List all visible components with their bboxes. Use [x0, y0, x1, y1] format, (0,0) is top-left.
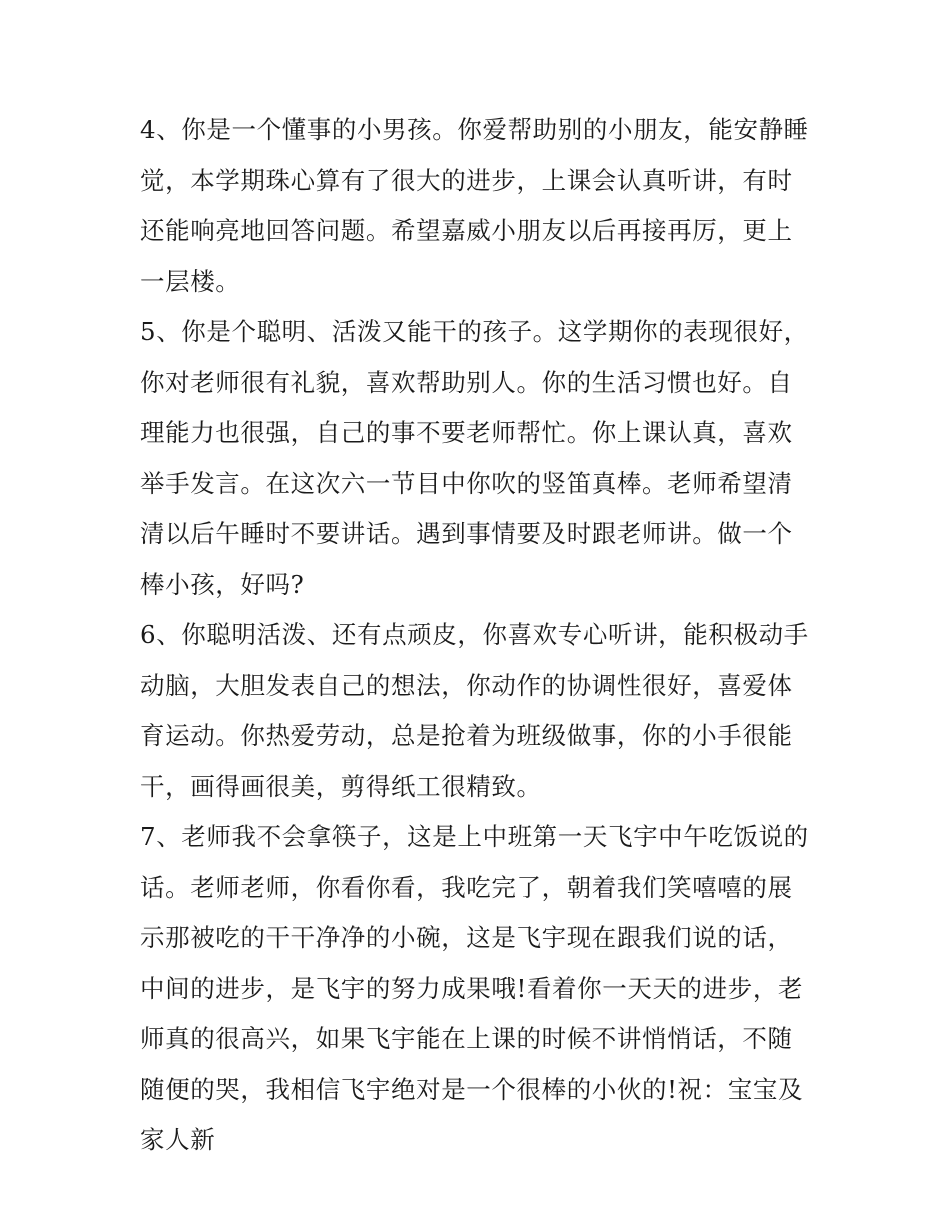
paragraph-4: 4、你是一个懂事的小男孩。你爱帮助别的小朋友，能安静睡觉，本学期珠心算有了很大的进步，上课会认真听讲，有时还能响亮地回答问题。希望嘉威小朋友以后再接再厉，更上一层楼。 — [140, 115, 809, 296]
document-body — [140, 105, 815, 1166]
paragraph-7: 7、老师我不会拿筷子，这是上中班第一天飞宇中午吃饭说的话。老师老师，你看你看，我吃完了，朝着我们笑嘻嘻的展示那被吃的干干净净的小碗，这是飞宇现在跟我们说的话，中间的进步，是飞宇的努力成果哦!看着你一天天的进步，老师真的很高兴，如果飞宇能在上课的时候不讲悄悄话，不随随便的哭，我相信飞宇绝对是一个很棒的小伙的!祝：宝宝及家人新 — [140, 822, 809, 1154]
paragraph-6: 6、你聪明活泼、还有点顽皮，你喜欢专心听讲，能积极动手动脑，大胆发表自己的想法，你动作的协调性很好，喜爱体育运动。你热爱劳动，总是抢着为班级做事，你的小手很能干，画得画很美，剪得纸工很精致。 — [140, 620, 809, 801]
paragraph-5: 5、你是个聪明、活泼又能干的孩子。这学期你的表现很好，你对老师很有礼貌，喜欢帮助别人。你的生活习惯也好。自理能力也很强，自己的事不要老师帮忙。你上课认真，喜欢举手发言。在这次六一节目中你吹的竖笛真棒。老师希望清清以后午睡时不要讲话。遇到事情要及时跟老师讲。做一个棒小孩，好吗? — [140, 317, 809, 599]
